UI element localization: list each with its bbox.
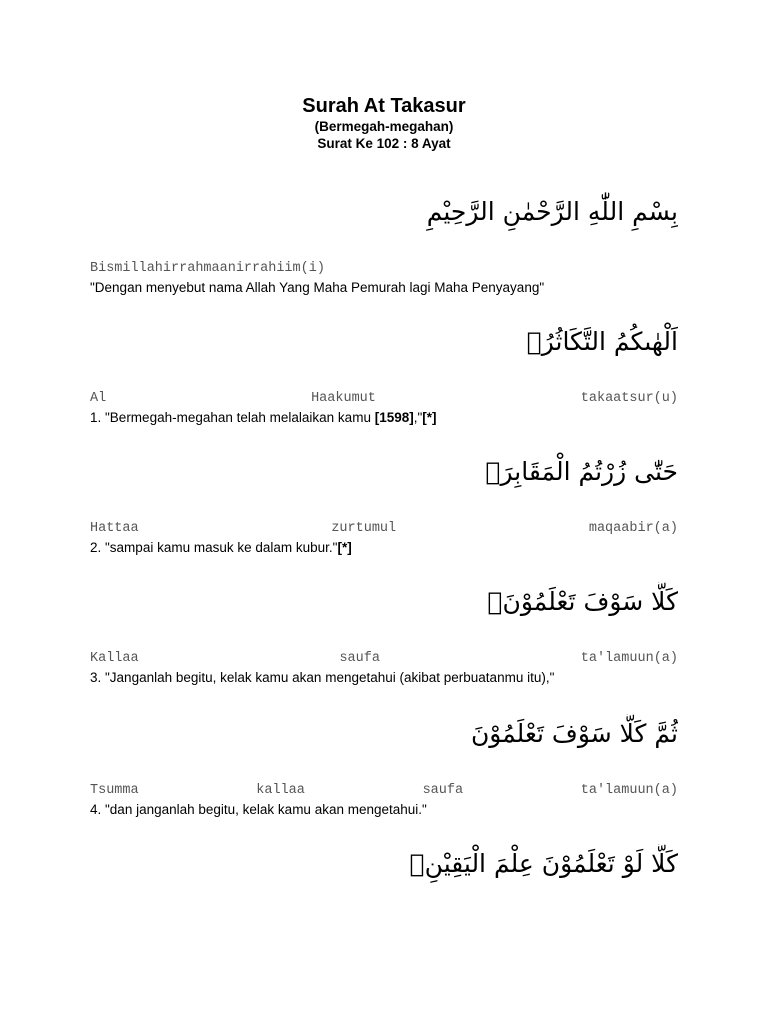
page-subtitle: (Bermegah-megahan): [314, 119, 454, 134]
verse-5-arabic: كَلَّا لَوْ تَعْلَمُوْنَ عِلْمَ الْيَقِيْنِۗ: [409, 849, 678, 878]
translit-word: Kallaa: [90, 651, 139, 666]
verse-3: [90, 582, 678, 687]
document-page: [90, 0, 678, 1024]
translit-word: Tsumma: [90, 783, 139, 798]
verse-2-translation: [90, 538, 678, 557]
verse-3-transliteration: [90, 650, 678, 668]
surah-info: Surat Ke 102 : 8 Ayat: [317, 136, 451, 151]
verse-2: [90, 452, 678, 557]
translit-word: zurtumul: [331, 521, 397, 536]
document-header: [90, 94, 678, 152]
translit-word: kallaa: [256, 783, 305, 798]
translit-word: takaatsur(u): [580, 391, 678, 406]
verse-4-arabic: ثُمَّ كَلَّا سَوْفَ تَعْلَمُوْنَ: [470, 719, 678, 748]
translit-word: Al: [90, 391, 107, 406]
verse-2-transliteration: [90, 520, 678, 538]
translit-word: ta'lamuun(a): [580, 651, 678, 666]
translation-text: 1. "Bermegah-megahan telah melalaikan kamu: [90, 410, 375, 425]
basmala-translation: "Dengan menyebut nama Allah Yang Maha Pemurah lagi Maha Penyayang": [90, 280, 545, 295]
basmala-block: [90, 192, 678, 297]
verse-1-translation: [90, 408, 678, 427]
basmala-transliteration: Bismillahirrahmaanirrahiim(i): [90, 261, 325, 276]
translit-word: saufa: [422, 783, 464, 798]
footnote-link[interactable]: [*]: [422, 410, 437, 425]
verse-4: [90, 714, 678, 819]
page-title: Surah At Takasur: [302, 95, 466, 117]
verse-1-arabic: اَلْهٰىكُمُ التَّكَاثُرُۙ: [526, 327, 678, 356]
translit-word: saufa: [339, 651, 380, 666]
verse-1: [90, 322, 678, 427]
verse-2-arabic: حَتّٰى زُرْتُمُ الْمَقَابِرَۗ: [485, 457, 678, 486]
translit-word: Hattaa: [90, 521, 139, 536]
verse-3-arabic: كَلَّا سَوْفَ تَعْلَمُوْنَۙ: [487, 587, 678, 616]
footnote-link[interactable]: [1598]: [374, 410, 414, 425]
verse-4-transliteration: [90, 782, 678, 800]
translation-text: 2. "sampai kamu masuk ke dalam kubur.": [90, 540, 338, 555]
verse-4-translation: 4. "dan janganlah begitu, kelak kamu akan mengetahui.": [90, 802, 427, 817]
basmala-arabic: بِسْمِ اللّٰهِ الرَّحْمٰنِ الرَّحِيْمِ: [426, 197, 678, 226]
translit-word: maqaabir(a): [588, 521, 678, 536]
verse-5: [90, 844, 678, 884]
verse-3-translation: 3. "Janganlah begitu, kelak kamu akan mengetahui (akibat perbuatanmu itu),": [90, 670, 555, 685]
footnote-link[interactable]: [*]: [337, 540, 352, 555]
translit-word: ta'lamuun(a): [580, 783, 678, 798]
translation-separator: ,": [413, 410, 423, 425]
translit-word: Haakumut: [311, 391, 376, 406]
verse-1-transliteration: [90, 390, 678, 408]
